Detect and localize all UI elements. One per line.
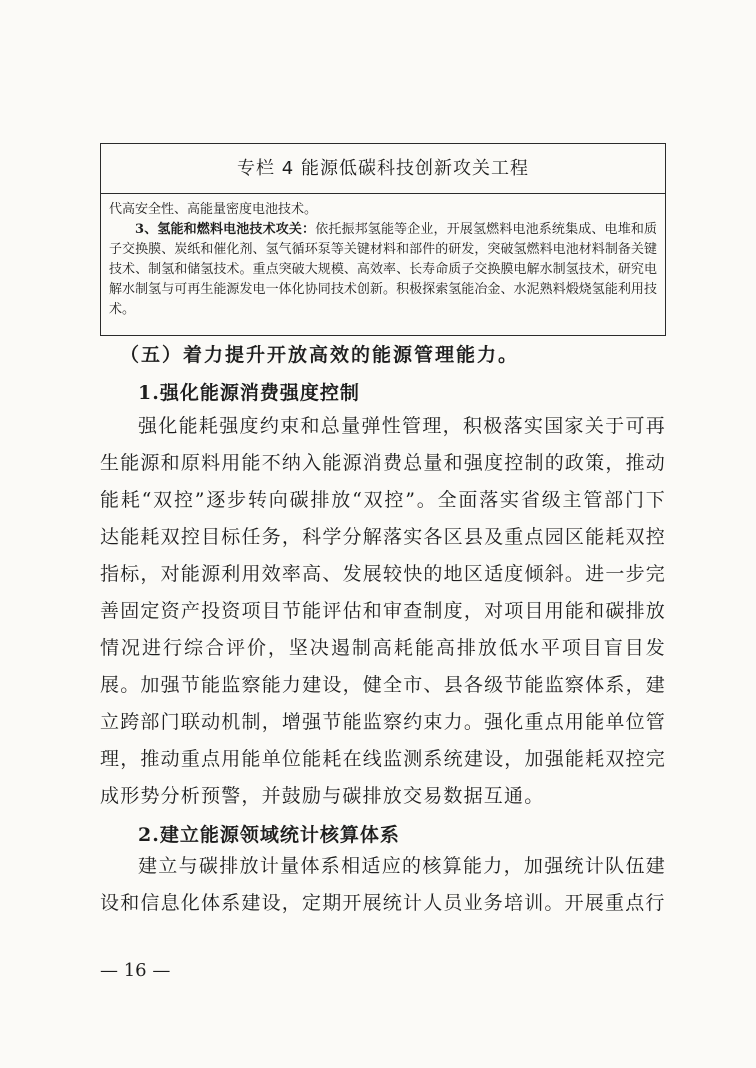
box-line1: 代高安全性、高能量密度电池技术。 <box>109 202 318 217</box>
box-item3-heading: 3、氢能和燃料电池技术攻关： <box>135 222 316 237</box>
subheading-2: 2.建立能源领域统计核算体系 <box>138 824 400 846</box>
page-number: — 16 — <box>100 960 171 981</box>
column-box <box>100 143 666 336</box>
paragraph-1 <box>100 408 666 815</box>
paragraph-1-text: 强化能耗强度约束和总量弹性管理，积极落实国家关于可再生能源和原料用能不纳入能源消费总量和强度控制的政策，推动能耗“双控”逐步转向碳排放“双控”。全面落实省级主管部门下达能耗双控目标任务，科学分解落实各区县及重点园区能耗双控指标，对能源利用效率高、发展较快的地区适度倾斜。进一步完善固定资产投资项目节能评估和审查制度，对项目用能和碳排放情况进行综合评价，坚决遏制高耗能高排放低水平项目盲目发展。加强节能监察能力建设，健全市、县各级节能监察体系，建立跨部门联动机制，增强节能监察约束力。强化重点用能单位管理，推动重点用能单位能耗在线监测系统建设，加强能耗双控完成形势分析预警，并鼓励与碳排放交易数据互通。 <box>100 415 666 807</box>
paragraph-2 <box>100 848 666 922</box>
box-item3 <box>109 220 657 320</box>
column-box-body <box>101 194 665 320</box>
section-heading: （五）着力提升开放高效的能源管理能力。 <box>120 344 520 366</box>
paragraph-2-text: 建立与碳排放计量体系相适应的核算能力，加强统计队伍建设和信息化体系建设，定期开展统计人员业务培训。开展重点行 <box>100 855 666 914</box>
box-item3-text: 依托振邦氢能等企业，开展氢燃料电池系统集成、电堆和质子交换膜、炭纸和催化剂、氢气循环泵等关键材料和部件的研发，突破氢燃料电池材料制备关键技术、制氢和储氢技术。重点突破大规模、高效率、长寿命质子交换膜电解水制氢技术，研究电解水制氢与可再生能源发电一体化协同技术创新。积极探索氢能冶金、水泥熟料煅烧氢能利用技术。 <box>109 222 657 317</box>
column-box-title: 专栏 4 能源低碳科技创新攻关工程 <box>101 144 665 194</box>
subheading-1: 1.强化能源消费强度控制 <box>138 382 360 404</box>
